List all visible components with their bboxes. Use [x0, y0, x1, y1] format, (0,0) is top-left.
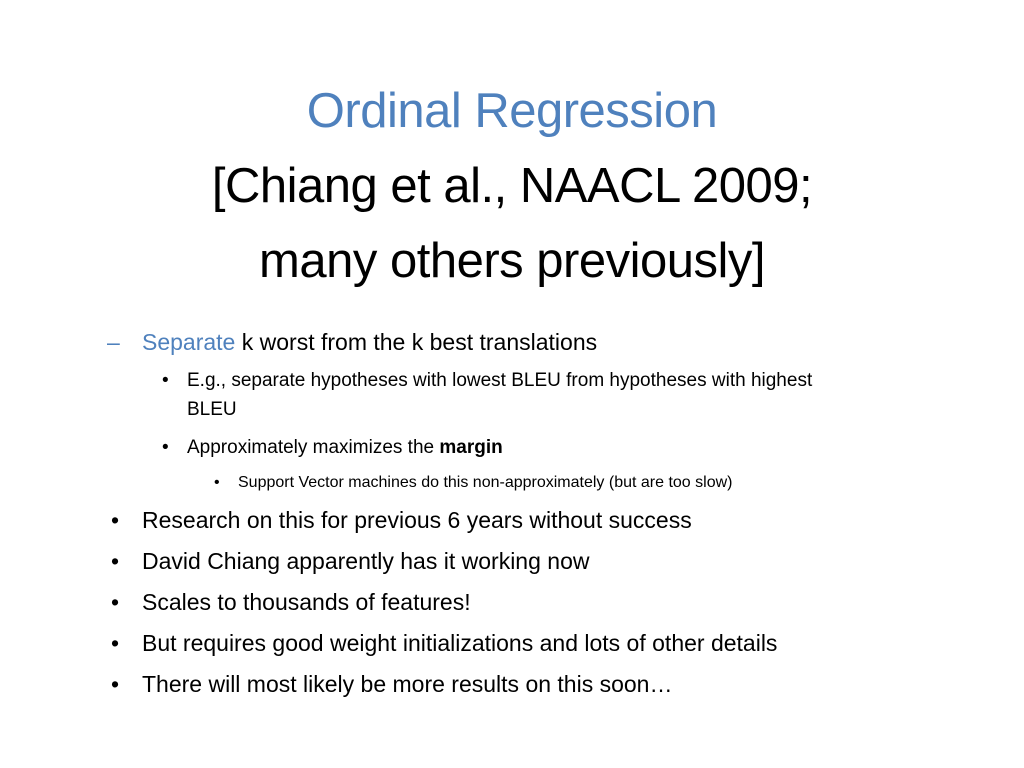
sub-list-item-line-1: E.g., separate hypotheses with lowest BLEU from hypotheses with highest — [187, 370, 813, 391]
list-item-text — [142, 329, 597, 356]
bold-word: margin — [439, 437, 503, 458]
bullet-marker: • — [162, 370, 169, 391]
sub-sub-list-item-text: Support Vector machines do this non-approximately (but are too slow) — [238, 474, 733, 491]
sub-list-item-text — [187, 437, 503, 459]
sub-list-item-plain: Approximately maximizes the — [187, 437, 440, 458]
bullet-marker: • — [111, 548, 120, 574]
list-item-text: But requires good weight initializations and lots of other details — [142, 630, 778, 656]
highlight-word: Separate — [142, 329, 236, 355]
bullet-marker: • — [214, 474, 220, 491]
bullet-marker: • — [111, 671, 120, 697]
list-item-text: Research on this for previous 6 years without success — [142, 507, 692, 533]
list-item-rest: k worst from the k best translations — [235, 329, 598, 355]
title-main: Ordinal Regression — [306, 84, 718, 138]
title-citation-line-1: [Chiang et al., NAACL 2009; — [211, 159, 813, 213]
dash-marker: – — [107, 329, 120, 355]
bullet-marker: • — [111, 630, 120, 656]
bullet-marker: • — [111, 507, 120, 533]
bullet-marker: • — [162, 437, 169, 458]
bullet-marker: • — [111, 589, 120, 615]
list-item-text: Scales to thousands of features! — [142, 589, 471, 615]
list-item-text: There will most likely be more results on this soon… — [142, 671, 673, 697]
title-citation-line-2: many others previously] — [259, 234, 765, 288]
list-item-text: David Chiang apparently has it working now — [142, 548, 590, 574]
sub-list-item-line-2: BLEU — [187, 399, 237, 420]
